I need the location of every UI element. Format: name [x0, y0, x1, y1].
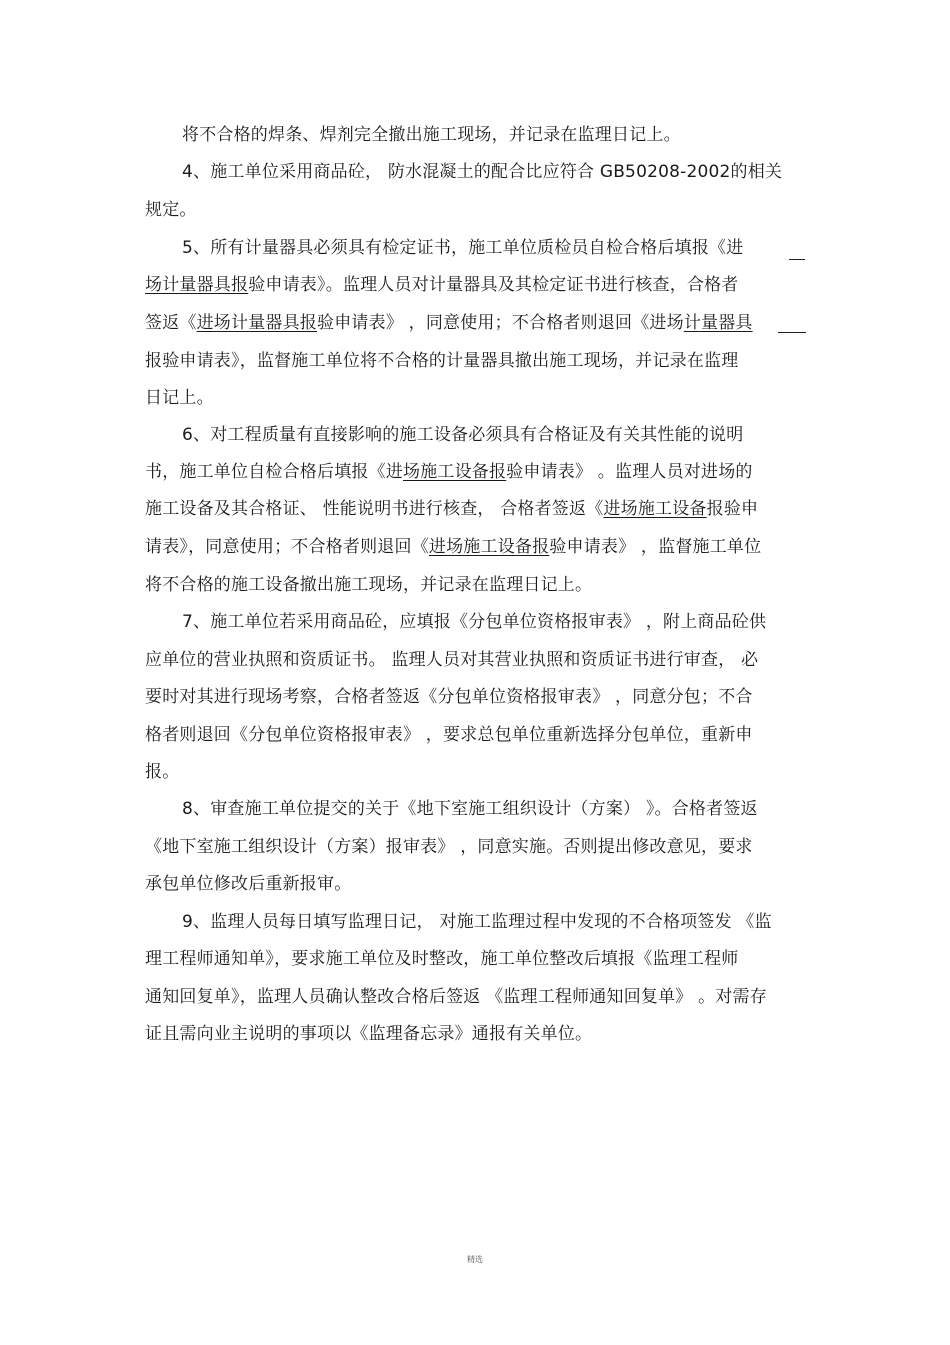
text-line: 书，施工单位自检合格后填报《进场施工设备报验申请表》 。监理人员对进场的	[145, 462, 753, 482]
text-line: 将不合格的施工设备撤出施工现场，并记录在监理日记上。	[145, 575, 593, 595]
underlined-text: 场施工设备报	[403, 462, 507, 482]
text-line: 格者则退回《分包单位资格报审表》 ，要求总包单位重新选择分包单位，重新申	[145, 725, 753, 745]
text-line: 施工设备及其合格证、 性能说明书进行核查， 合格者签返《进场施工设备报验申	[145, 499, 759, 519]
text-line: 8、审查施工单位提交的关于《地下室施工组织设计（方案） 》。合格者签返	[182, 799, 758, 819]
text-line: 承包单位修改后重新报审。	[145, 874, 352, 894]
underlined-text: 计量器具	[683, 313, 753, 333]
underlined-text: 进场施工设备	[603, 499, 707, 519]
text-line: 6、对工程质量有直接影响的施工设备必须具有合格证及有关其性能的说明	[182, 425, 744, 445]
text-line: 场计量器具报验申请表》。监理人员对计量器具及其检定证书进行核查，合格者	[145, 275, 739, 295]
text-line: 将不合格的焊条、焊剂完全撤出施工现场，并记录在监理日记上。	[182, 125, 681, 145]
text-line: 请表》，同意使用；不合格者则退回《进场施工设备报验申请表》 ，监督施工单位	[145, 537, 762, 557]
page-footer: 精选	[467, 1255, 483, 1264]
text-line: 报验申请表》，监督施工单位将不合格的计量器具撤出施工现场，并记录在监理	[145, 351, 739, 371]
text-line: 《地下室施工组织设计（方案）报审表》 ，同意实施。否则提出修改意见，要求	[145, 837, 753, 857]
text-line: 9、监理人员每日填写监理日记， 对施工监理过程中发现的不合格项签发 《监	[182, 912, 772, 932]
text-line: 应单位的营业执照和资质证书。 监理人员对其营业执照和资质证书进行审查， 必	[145, 650, 759, 670]
underlined-text: 场计量器具报	[145, 275, 249, 295]
text-line: 4、施工单位采用商品砼， 防水混凝土的配合比应符合 GB50208-2002的相关	[182, 162, 783, 182]
text-line: 要时对其进行现场考察，合格者签返《分包单位资格报审表》 ，同意分包；不合	[145, 687, 753, 707]
underlined-text: 进场施工设备报	[428, 537, 550, 557]
underline-blank	[778, 332, 806, 333]
underline-blank	[789, 259, 805, 260]
text-line: 7、施工单位若采用商品砼，应填报《分包单位资格报审表》 ，附上商品砼供	[182, 612, 767, 632]
text-line: 通知回复单》，监理人员确认整改合格后签返 《监理工程师通知回复单》 。对需存	[145, 987, 767, 1007]
underlined-text: 进场计量器具报	[196, 313, 318, 333]
text-line: 5、所有计量器具必须具有检定证书，施工单位质检员自检合格后填报《进	[182, 238, 744, 258]
text-line: 证且需向业主说明的事项以《监理备忘录》通报有关单位。	[145, 1024, 593, 1044]
text-line: 签返《进场计量器具报验申请表》 ，同意使用；不合格者则退回《进场计量器具	[145, 313, 753, 333]
text-line: 理工程师通知单》，要求施工单位及时整改，施工单位整改后填报《监理工程师	[145, 949, 739, 969]
text-line: 日记上。	[145, 388, 214, 408]
text-line: 规定。	[145, 200, 197, 220]
text-line: 报。	[145, 762, 180, 782]
